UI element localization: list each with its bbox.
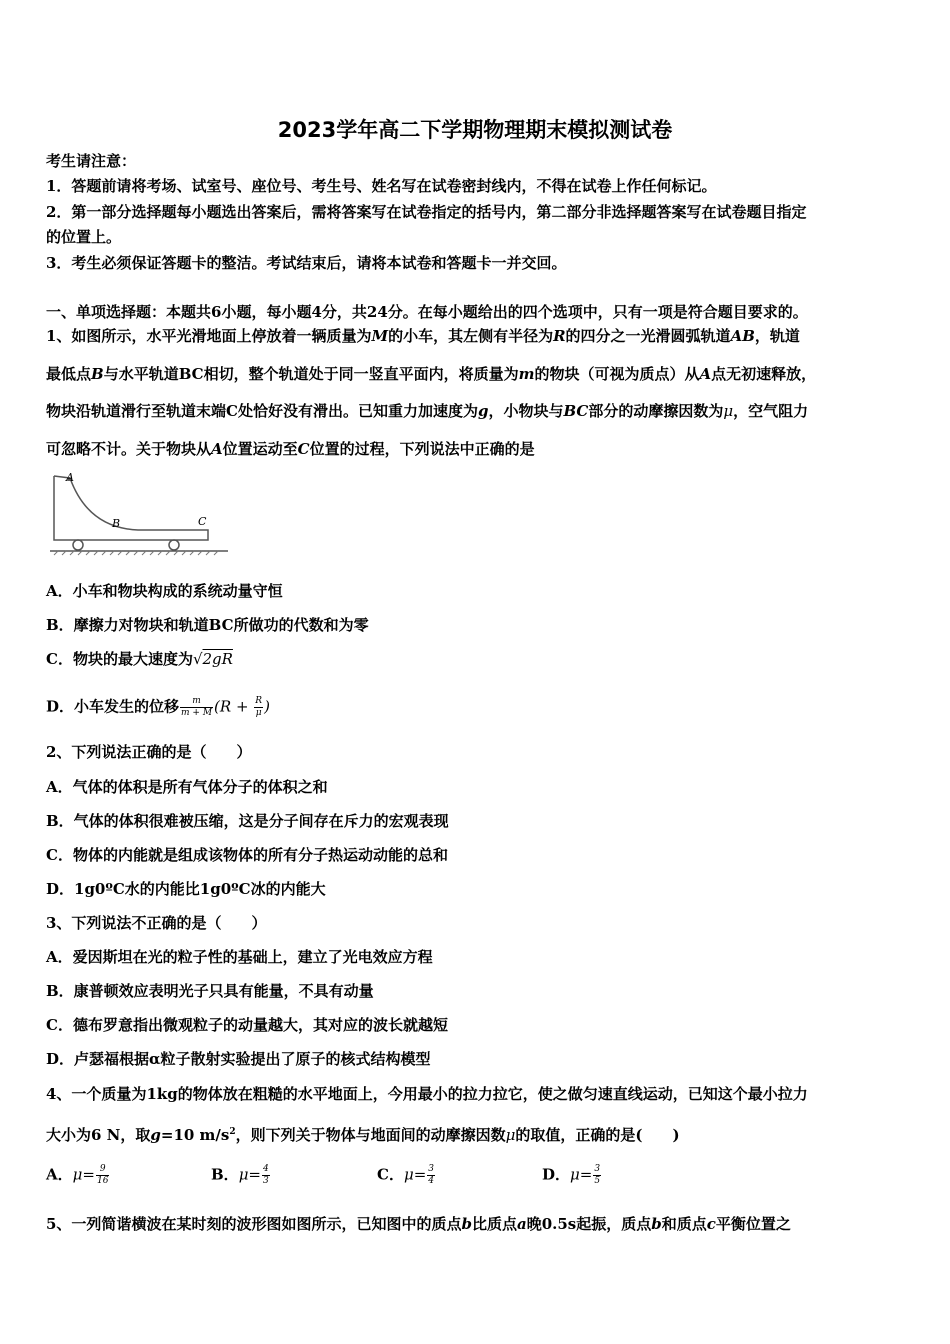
q4-option-b: B．μ= $\frac{4}{3}$ bbox=[211, 1164, 269, 1186]
q1-stem-line: 可忽略不计。关于物块从A位置运动至C位置的过程，下列说法中正确的是 bbox=[46, 440, 535, 458]
notice-item: 2．第一部分选择题每小题选出答案后，需将答案写在试卷指定的括号内，第二部分非选择题答案写在试卷题目指定 bbox=[46, 203, 807, 221]
fig-label-B: B bbox=[112, 517, 121, 530]
q4-option-c: C．μ= $\frac{3}{4}$ bbox=[377, 1164, 435, 1186]
q3-option-d: D．卢瑟福根据α粒子散射实验提出了原子的核式结构模型 bbox=[46, 1050, 431, 1068]
notice-item: 3．考生必须保证答题卡的整洁。考试结束后，请将本试卷和答题卡一并交回。 bbox=[46, 254, 567, 272]
q1-stem-line: 最低点B与水平轨道BC相切，整个轨道处于同一竖直平面内，将质量为m的物块（可视为质点）从A点无初速释放， bbox=[46, 365, 817, 383]
section-heading: 一、单项选择题：本题共6小题，每小题4分，共24分。在每小题给出的四个选项中，只有一项是符合题目要求的。 bbox=[46, 303, 808, 321]
fig-label-A: A bbox=[66, 471, 74, 484]
fig-label-C: C bbox=[198, 515, 207, 528]
q1-option-c: C．物块的最大速度为√2gR bbox=[46, 650, 233, 668]
q1-option-a: A．小车和物块构成的系统动量守恒 bbox=[46, 582, 283, 600]
q2-option-d: D．1g0ºC水的内能比1g0ºC冰的内能大 bbox=[46, 880, 326, 898]
q4-option-d: D．μ= $\frac{3}{5}$ bbox=[542, 1164, 601, 1186]
q4-stem-line: 大小为6 N，取g=10 $m/s^2$，则下列关于物体与地面间的动摩擦因数μ的取值，正确的是( ) bbox=[46, 1126, 680, 1144]
notice-item: 1．答题前请将考场、试室号、座位号、考生号、姓名写在试卷密封线内，不得在试卷上作任何标记。 bbox=[46, 177, 717, 195]
q3-option-b: B．康普顿效应表明光子只具有能量，不具有动量 bbox=[46, 982, 374, 1000]
q2-option-b: B．气体的体积很难被压缩，这是分子间存在斥力的宏观表现 bbox=[46, 812, 449, 830]
q2-option-c: C．物体的内能就是组成该物体的所有分子热运动动能的总和 bbox=[46, 846, 448, 864]
q2-option-a: A．气体的体积是所有气体分子的体积之和 bbox=[46, 778, 328, 796]
q3-stem: 3、下列说法不正确的是（ ） bbox=[46, 914, 267, 932]
q2-stem: 2、下列说法正确的是（ ） bbox=[46, 743, 252, 761]
q3-option-c: C．德布罗意指出微观粒子的动量越大，其对应的波长就越短 bbox=[46, 1016, 448, 1034]
notice-heading: 考生请注意： bbox=[46, 152, 137, 170]
page-title: 2023学年高二下学期物理期末模拟测试卷 bbox=[277, 118, 673, 142]
q1-option-d: D．小车发生的位移 $\frac{m}{m + M}$ (R + $\frac{R}{\mu}$ ) bbox=[46, 696, 270, 718]
q4-stem-line: 4、一个质量为1kg的物体放在粗糙的水平地面上，今用最小的拉力拉它，使之做匀速直线运动，已知这个最小拉力 bbox=[46, 1085, 808, 1103]
q5-stem-line: 5、一列简谐横波在某时刻的波形图如图所示，已知图中的质点b比质点a晚0.5s起振，质点b和质点c平衡位置之 bbox=[46, 1215, 791, 1233]
notice-item: 的位置上。 bbox=[46, 228, 122, 246]
q1-stem-line: 物块沿轨道滑行至轨道末端C处恰好没有滑出。已知重力加速度为g，小物块与BC部分的动摩擦因数为μ，空气阻力 bbox=[46, 402, 809, 420]
q1-stem-line: 1、如图所示，水平光滑地面上停放着一辆质量为M的小车，其左侧有半径为R的四分之一光滑圆弧轨道AB，轨道 bbox=[46, 327, 800, 345]
q1-option-b: B．摩擦力对物块和轨道BC所做功的代数和为零 bbox=[46, 616, 369, 634]
q4-option-a: A．μ= $\frac{9}{16}$ bbox=[46, 1164, 109, 1186]
q3-option-a: A．爱因斯坦在光的粒子性的基础上，建立了光电效应方程 bbox=[46, 948, 433, 966]
cart-track-figure bbox=[48, 470, 233, 556]
